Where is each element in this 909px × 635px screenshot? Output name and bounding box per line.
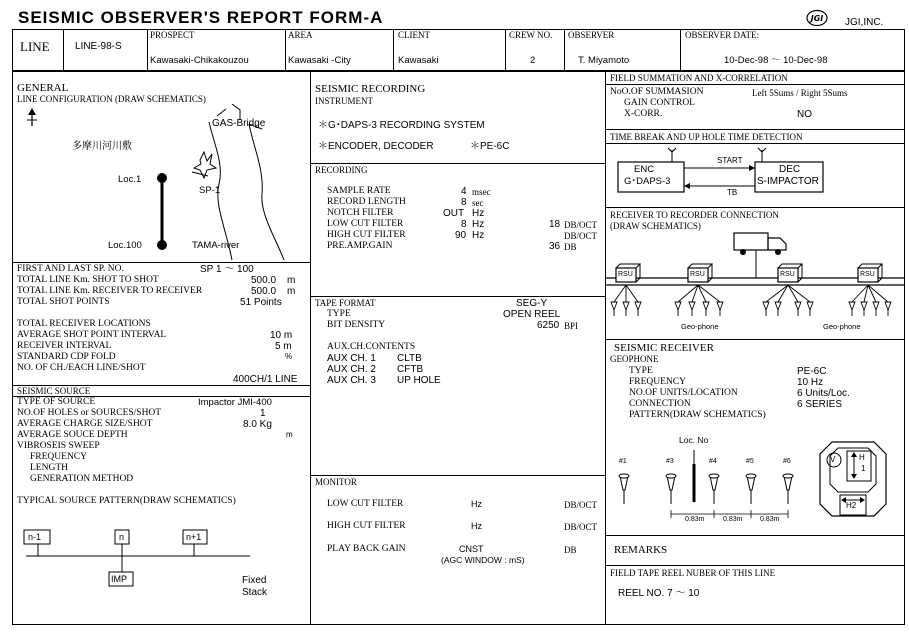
component-h1: H (859, 453, 865, 462)
pattern-imp: IMP (111, 574, 128, 584)
spacing-1: 0.83m (685, 516, 705, 523)
receiver-connection-sub: (DRAW SCHEMATICS) (610, 221, 701, 231)
geophone-3: #3 (666, 458, 674, 465)
ch-value: 400CH/1 LINE (233, 374, 298, 385)
pattern-stack: Stack (242, 587, 268, 598)
component-h2: H2 (846, 501, 857, 510)
shot-to-shot-value: 500.0 (251, 275, 277, 286)
map-loc1: Loc.1 (118, 174, 142, 185)
rcv-conn-value: 6 SERIES (797, 399, 843, 410)
spacing-3: 0.83m (760, 516, 780, 523)
tb-label: TB (727, 188, 738, 197)
low-cut-value: 8 (461, 219, 467, 230)
geophone-heading: GEOPHONE (610, 354, 659, 364)
high-cut-unit: Hz (472, 230, 485, 241)
sample-rate-value: 4 (461, 186, 467, 197)
shot-to-shot-label: TOTAL LINE Km. SHOT TO SHOT (17, 275, 159, 285)
rec-int-label: RECEIVER INTERVAL (17, 341, 112, 351)
vib-gen-label: GENERATION METHOD (30, 474, 134, 484)
total-shot-label: TOTAL SHOT POINTS (17, 297, 110, 307)
low-cut-slope: 18 (549, 219, 561, 230)
rcv-units-label: NO.OF UNITS/LOCATION (629, 388, 738, 398)
north-arrow-icon (27, 108, 37, 126)
shot-to-shot-unit: m (287, 275, 296, 286)
summation-value: Left 5Sums / Right 5Sums (752, 88, 848, 98)
geophone-5: #5 (746, 458, 754, 465)
dec-label: DEC (779, 164, 801, 175)
prospect-label: PROSPECT (150, 30, 195, 40)
notch-value: OUT (443, 208, 465, 219)
monitor-high-cut-unit: Hz (471, 521, 482, 531)
aux3-value: UP HOLE (397, 375, 441, 386)
holes-value: 1 (260, 408, 266, 419)
dec-system: S-IMPACTOR (757, 176, 819, 187)
start-label: START (717, 156, 743, 165)
geophone-1: #1 (619, 458, 627, 465)
preamp-value: 36 (549, 241, 561, 252)
notch-unit: Hz (472, 208, 485, 219)
enc-system: G･DAPS-3 (624, 176, 671, 187)
receiver-connection-heading: RECEIVER TO RECORDER CONNECTION (610, 210, 779, 220)
geophone-icon (746, 474, 756, 504)
map-tama-river: TAMA-river (192, 240, 240, 251)
record-length-value: 8 (461, 197, 467, 208)
charge-value: 8.0 Kg (243, 419, 272, 430)
geophone-label-2: Geo-phone (823, 322, 861, 331)
company-logo (806, 9, 828, 27)
ch-label: NO. OF CH./EACH LINE/SHOT (17, 363, 146, 373)
rsu-label-4: RSU (860, 271, 875, 278)
vib-length-label: LENGTH (30, 463, 68, 473)
line-value: LINE-98-S (75, 41, 122, 52)
loc-no-label: Loc. No (679, 435, 709, 445)
monitor-heading: MONITOR (315, 477, 357, 487)
total-shot-value: 51 Points (240, 297, 282, 308)
area-value: Kawasaki -City (288, 55, 351, 66)
antenna-icon (668, 148, 676, 162)
rec-to-rec-unit: m (287, 286, 296, 297)
playback-value: CNST (459, 544, 484, 554)
depth-unit: m (286, 430, 293, 439)
observer-value: T. Miyamoto (578, 55, 630, 66)
pattern-n-plus: n+1 (186, 532, 202, 542)
monitor-low-cut-unit: Hz (471, 499, 482, 509)
time-break-heading: TIME BREAK AND UP HOLE TIME DETECTION (610, 132, 803, 142)
first-last-sp-value: SP 1 ～ 100 (200, 264, 254, 275)
agc-window: (AGC WINDOW : mS) (441, 555, 525, 565)
sample-rate-label: SAMPLE RATE (327, 186, 391, 196)
record-length-unit: sec (472, 198, 484, 208)
seismic-receiver-heading: SEISMIC RECEIVER (614, 342, 714, 354)
source-pattern-label: TYPICAL SOURCE PATTERN(DRAW SCHEMATICS) (17, 496, 236, 506)
pattern-n: n (119, 532, 125, 542)
rcv-type-value: PE-6C (797, 366, 827, 377)
aux-contents-label: AUX.CH.CONTENTS (327, 342, 416, 352)
instrument-label: INSTRUMENT (315, 96, 373, 106)
remarks-heading: REMARKS (614, 544, 668, 556)
component-h1-number: 1 (861, 464, 866, 473)
prospect-value: Kawasaki-Chikakouzou (150, 55, 249, 66)
rcv-units-value: 6 Units/Loc. (797, 388, 850, 399)
vib-freq-label: FREQUENCY (30, 452, 88, 462)
bit-density-label: BIT DENSITY (327, 320, 386, 330)
rec-to-rec-label: TOTAL LINE Km. RECEIVER TO RECEIVER (17, 286, 203, 296)
area-label: AREA (288, 30, 313, 40)
component-v: V (830, 455, 836, 464)
rsu-label-3: RSU (780, 271, 795, 278)
rsu-label-1: RSU (618, 271, 633, 278)
line-label: LINE (20, 39, 50, 54)
aux3-label: AUX CH. 3 (327, 375, 376, 386)
crew-label: CREW NO. (509, 30, 553, 40)
rcv-conn-label: CONNECTION (629, 399, 691, 409)
instrument-1: ＊G･DAPS-3 RECORDING SYSTEM (318, 120, 485, 131)
monitor-high-cut-slope-unit: DB/OCT (564, 522, 598, 532)
aux1-label: AUX CH. 1 (327, 353, 376, 364)
xcorr-label: X-CORR. (624, 109, 663, 119)
crew-value: 2 (530, 55, 536, 66)
instrument-2: ＊ENCODER, DECODER (318, 141, 434, 152)
date-value: 10-Dec-98 ～ 10-Dec-98 (724, 55, 828, 66)
monitor-low-cut-slope-unit: DB/OCT (564, 500, 598, 510)
geophone-4: #4 (709, 458, 717, 465)
record-length-label: RECORD LENGTH (327, 197, 406, 207)
sample-rate-unit: msec (472, 187, 491, 197)
aux1-value: CLTB (397, 353, 422, 364)
map-sp1: SP-1 (199, 185, 221, 196)
source-type-value: Impactor JMI-400 (198, 397, 272, 408)
source-type-label: TYPE OF SOURCE (17, 397, 96, 407)
map-loc100: Loc.100 (108, 240, 142, 251)
notch-label: NOTCH FILTER (327, 208, 394, 218)
rec-int-value: 5 m (275, 341, 292, 352)
playback-label: PLAY BACK GAIN (327, 544, 406, 554)
svg-text:JGI: JGI (810, 14, 824, 23)
line-config-label: LINE CONFIGURATION (DRAW SCHEMATICS) (17, 94, 206, 104)
client-label: CLIENT (398, 30, 430, 40)
xcorr-value: NO (797, 109, 812, 120)
monitor-low-cut-label: LOW CUT FILTER (327, 499, 404, 509)
spacing-2: 0.83m (723, 516, 743, 523)
client-value: Kawasaki (398, 55, 439, 66)
high-cut-value: 90 (455, 230, 467, 241)
geophone-icon (619, 474, 629, 504)
rcv-freq-value: 10 Hz (797, 377, 824, 388)
tape-reel-value: REEL NO. 7 ～ 10 (618, 588, 700, 599)
holes-label: NO.OF HOLES or SOURCES/SHOT (17, 408, 162, 418)
instrument-3: ＊PE-6C (470, 141, 510, 152)
rcv-pattern-label: PATTERN(DRAW SCHEMATICS) (629, 410, 766, 420)
preamp-label: PRE.AMP.GAIN (327, 241, 393, 251)
geophone-label-1: Geo-phone (681, 322, 719, 331)
geophone-6: #6 (783, 458, 791, 465)
seismic-recording-heading: SEISMIC RECORDING (315, 83, 426, 95)
date-label: OBSERVER DATE: (685, 30, 760, 40)
company-name: JGI,INC. (845, 17, 884, 28)
cdp-unit: % (285, 352, 293, 361)
bit-density-unit: BPI (564, 321, 579, 331)
monitor-high-cut-label: HIGH CUT FILTER (327, 521, 406, 531)
field-summation-heading: FIELD SUMMATION AND X-CORRELATION (610, 73, 788, 83)
low-cut-slope-unit: DB/OCT (564, 220, 598, 230)
first-last-sp-label: FIRST AND LAST SP. NO. (17, 264, 124, 274)
map-gas-bridge: GAS-Bridge (212, 118, 266, 129)
seismic-source-heading: SEISMIC SOURCE (17, 386, 91, 396)
enc-label: ENC (634, 164, 655, 175)
tape-type-value: OPEN REEL (503, 309, 561, 320)
avg-shot-int-value: 10 m (270, 330, 293, 341)
observer-label: OBSERVER (568, 30, 615, 40)
pattern-fixed: Fixed (242, 575, 267, 586)
pattern-n-minus: n-1 (28, 532, 42, 542)
aux2-value: CFTB (397, 364, 424, 375)
recorder-truck-icon (734, 233, 786, 255)
geophone-icon (783, 474, 793, 504)
vib-label: VIBROSEIS SWEEP (17, 441, 100, 451)
total-rec-loc-label: TOTAL RECEIVER LOCATIONS (17, 319, 151, 329)
rsu-label-2: RSU (690, 271, 705, 278)
low-cut-label: LOW CUT FILTER (327, 219, 404, 229)
avg-shot-int-label: AVERAGE SHOT POINT INTERVAL (17, 330, 167, 340)
form-title: SEISMIC OBSERVER'S REPORT FORM-A (18, 8, 384, 27)
recording-label: RECORDING (315, 165, 368, 175)
time-break-diagram (606, 144, 904, 206)
aux2-label: AUX CH. 2 (327, 364, 376, 375)
preamp-unit: DB (564, 242, 577, 252)
cdp-label: STANDARD CDP FOLD (17, 352, 116, 362)
high-cut-label: HIGH CUT FILTER (327, 230, 406, 240)
depth-label: AVERAGE SOUCE DEPTH (17, 430, 128, 440)
antenna-icon (758, 148, 766, 162)
tape-format-value: SEG-Y (516, 298, 548, 309)
summation-label: NoO.OF SUMMASION (610, 87, 704, 97)
rec-to-rec-value: 500.0 (251, 286, 277, 297)
low-cut-unit: Hz (472, 219, 485, 230)
tape-type-label: TYPE (327, 309, 351, 319)
tape-reel-heading: FIELD TAPE REEL NUBER OF THIS LINE (610, 568, 776, 578)
high-cut-slope-unit: DB/OCT (564, 231, 598, 241)
rcv-type-label: TYPE (629, 366, 653, 376)
map-river-jp: 多摩川河川敷 (72, 141, 132, 152)
charge-label: AVERAGE CHARGE SIZE/SHOT (17, 419, 153, 429)
bit-density-value: 6250 (537, 320, 560, 331)
general-heading: GENERAL (17, 82, 69, 94)
gain-control-label: GAIN CONTROL (624, 98, 695, 108)
rcv-freq-label: FREQUENCY (629, 377, 687, 387)
tape-format-label: TAPE FORMAT (315, 298, 376, 308)
geophone-icon (666, 474, 676, 504)
geophone-icon (709, 474, 719, 504)
playback-unit: DB (564, 545, 577, 555)
